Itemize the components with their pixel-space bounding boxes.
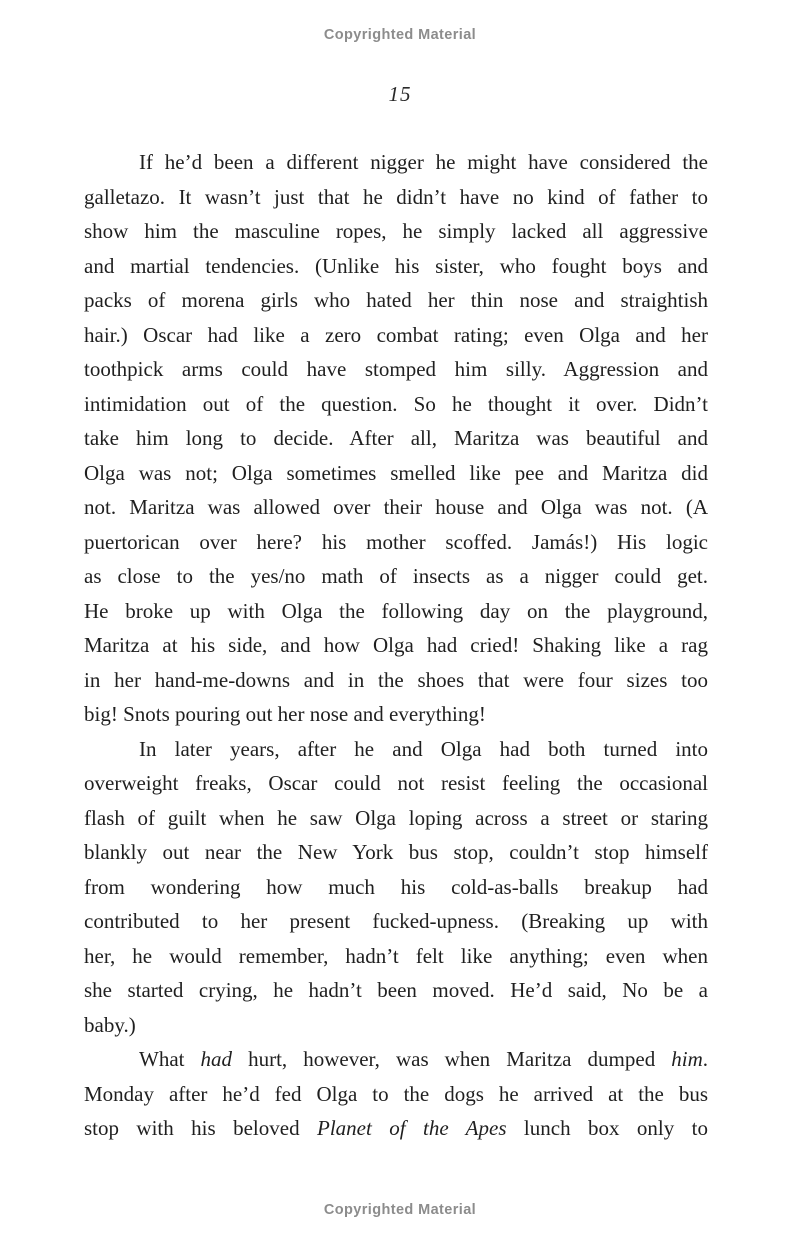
text-segment: intimidation out of the question. So he thought it over. Didn’t bbox=[84, 391, 708, 416]
text-segment: Maritza at his side, and how Olga had cried! Shaking like a rag bbox=[84, 633, 708, 657]
text-segment: not. Maritza was allowed over their house and Olga was not. (A bbox=[84, 495, 708, 519]
text-segment: lunch box only to bbox=[506, 1116, 708, 1140]
text-segment: Monday after he’d fed Olga to the dogs he arrived at the bus bbox=[84, 1081, 708, 1106]
copyright-notice-bottom: Copyrighted Material bbox=[323, 1202, 477, 1218]
text-line bbox=[84, 870, 708, 905]
text-line bbox=[84, 939, 708, 974]
text-line bbox=[84, 214, 708, 249]
text-line bbox=[84, 421, 708, 456]
page-number: 15 bbox=[388, 82, 412, 106]
text-line bbox=[84, 318, 708, 353]
text-segment: and martial tendencies. (Unlike his sister, who fought boys and bbox=[84, 253, 708, 278]
text-segment: galletazo. It wasn’t just that he didn’t have no kind of father to bbox=[84, 184, 708, 209]
text-line bbox=[84, 697, 708, 732]
italic-text-segment: him bbox=[671, 1047, 703, 1071]
text-segment: she started crying, he hadn’t been moved. He’d said, No be a bbox=[84, 978, 708, 1002]
text-line bbox=[84, 387, 708, 422]
italic-text-segment: had bbox=[200, 1047, 233, 1071]
text-segment: stop with his beloved bbox=[84, 1116, 317, 1140]
text-line bbox=[84, 352, 708, 387]
text-segment: her, he would remember, hadn’t felt like anything; even when bbox=[84, 943, 708, 968]
text-line bbox=[84, 1042, 708, 1077]
text-line bbox=[84, 145, 708, 180]
text-line bbox=[84, 559, 708, 594]
text-segment: show him the masculine ropes, he simply lacked all aggressive bbox=[84, 219, 708, 243]
text-segment: blankly out near the New York bus stop, couldn’t stop himself bbox=[84, 840, 708, 864]
text-segment: He broke up with Olga the following day on the playground, bbox=[84, 598, 708, 623]
text-segment: In later years, after he and Olga had both turned into bbox=[139, 736, 708, 761]
text-line bbox=[84, 628, 708, 663]
text-line bbox=[84, 732, 708, 767]
text-segment: flash of guilt when he saw Olga loping across a street or staring bbox=[84, 805, 708, 830]
text-segment: from wondering how much his cold-as-balls breakup had bbox=[84, 874, 708, 899]
text-segment: take him long to decide. After all, Maritza was beautiful and bbox=[84, 426, 708, 450]
text-segment: as close to the yes/no math of insects as a nigger could get. bbox=[84, 564, 708, 588]
text-line bbox=[84, 904, 708, 939]
text-line bbox=[84, 1111, 708, 1146]
text-line bbox=[84, 801, 708, 836]
text-line bbox=[84, 283, 708, 318]
text-segment: Olga was not; Olga sometimes smelled like pee and Maritza did bbox=[84, 460, 708, 485]
text-segment: big! Snots pouring out her nose and everything! bbox=[84, 702, 486, 726]
text-line bbox=[84, 180, 708, 215]
text-line bbox=[84, 1008, 708, 1043]
text-segment: If he’d been a different nigger he might have considered the bbox=[139, 150, 708, 174]
text-line bbox=[84, 456, 708, 491]
text-line bbox=[84, 1077, 708, 1112]
text-line bbox=[84, 663, 708, 698]
text-segment: packs of morena girls who hated her thin nose and straightish bbox=[84, 288, 708, 312]
text-line bbox=[84, 249, 708, 284]
text-segment: toothpick arms could have stomped him silly. Aggression and bbox=[84, 357, 708, 381]
italic-text-segment: Planet of the Apes bbox=[317, 1116, 507, 1140]
text-line bbox=[84, 973, 708, 1008]
text-segment: . bbox=[702, 1047, 708, 1071]
text-segment: in her hand-me-downs and in the shoes that were four sizes too bbox=[84, 667, 708, 692]
text-segment: baby.) bbox=[84, 1012, 136, 1037]
text-line bbox=[84, 766, 708, 801]
copyright-notice-top: Copyrighted Material bbox=[323, 27, 477, 43]
text-segment: contributed to her present fucked-upness. (Breaking up with bbox=[84, 909, 708, 933]
text-line bbox=[84, 525, 708, 560]
text-line bbox=[84, 594, 708, 629]
text-segment: overweight freaks, Oscar could not resist feeling the occasional bbox=[84, 771, 708, 795]
text-segment: What bbox=[139, 1047, 201, 1071]
text-segment: puertorican over here? his mother scoffed. Jamás!) His logic bbox=[84, 529, 708, 554]
text-line bbox=[84, 835, 708, 870]
text-line bbox=[84, 490, 708, 525]
text-segment: hair.) Oscar had like a zero combat rating; even Olga and her bbox=[84, 322, 708, 347]
text-segment: hurt, however, was when Maritza dumped bbox=[232, 1047, 672, 1071]
page-body-text bbox=[84, 145, 708, 1146]
